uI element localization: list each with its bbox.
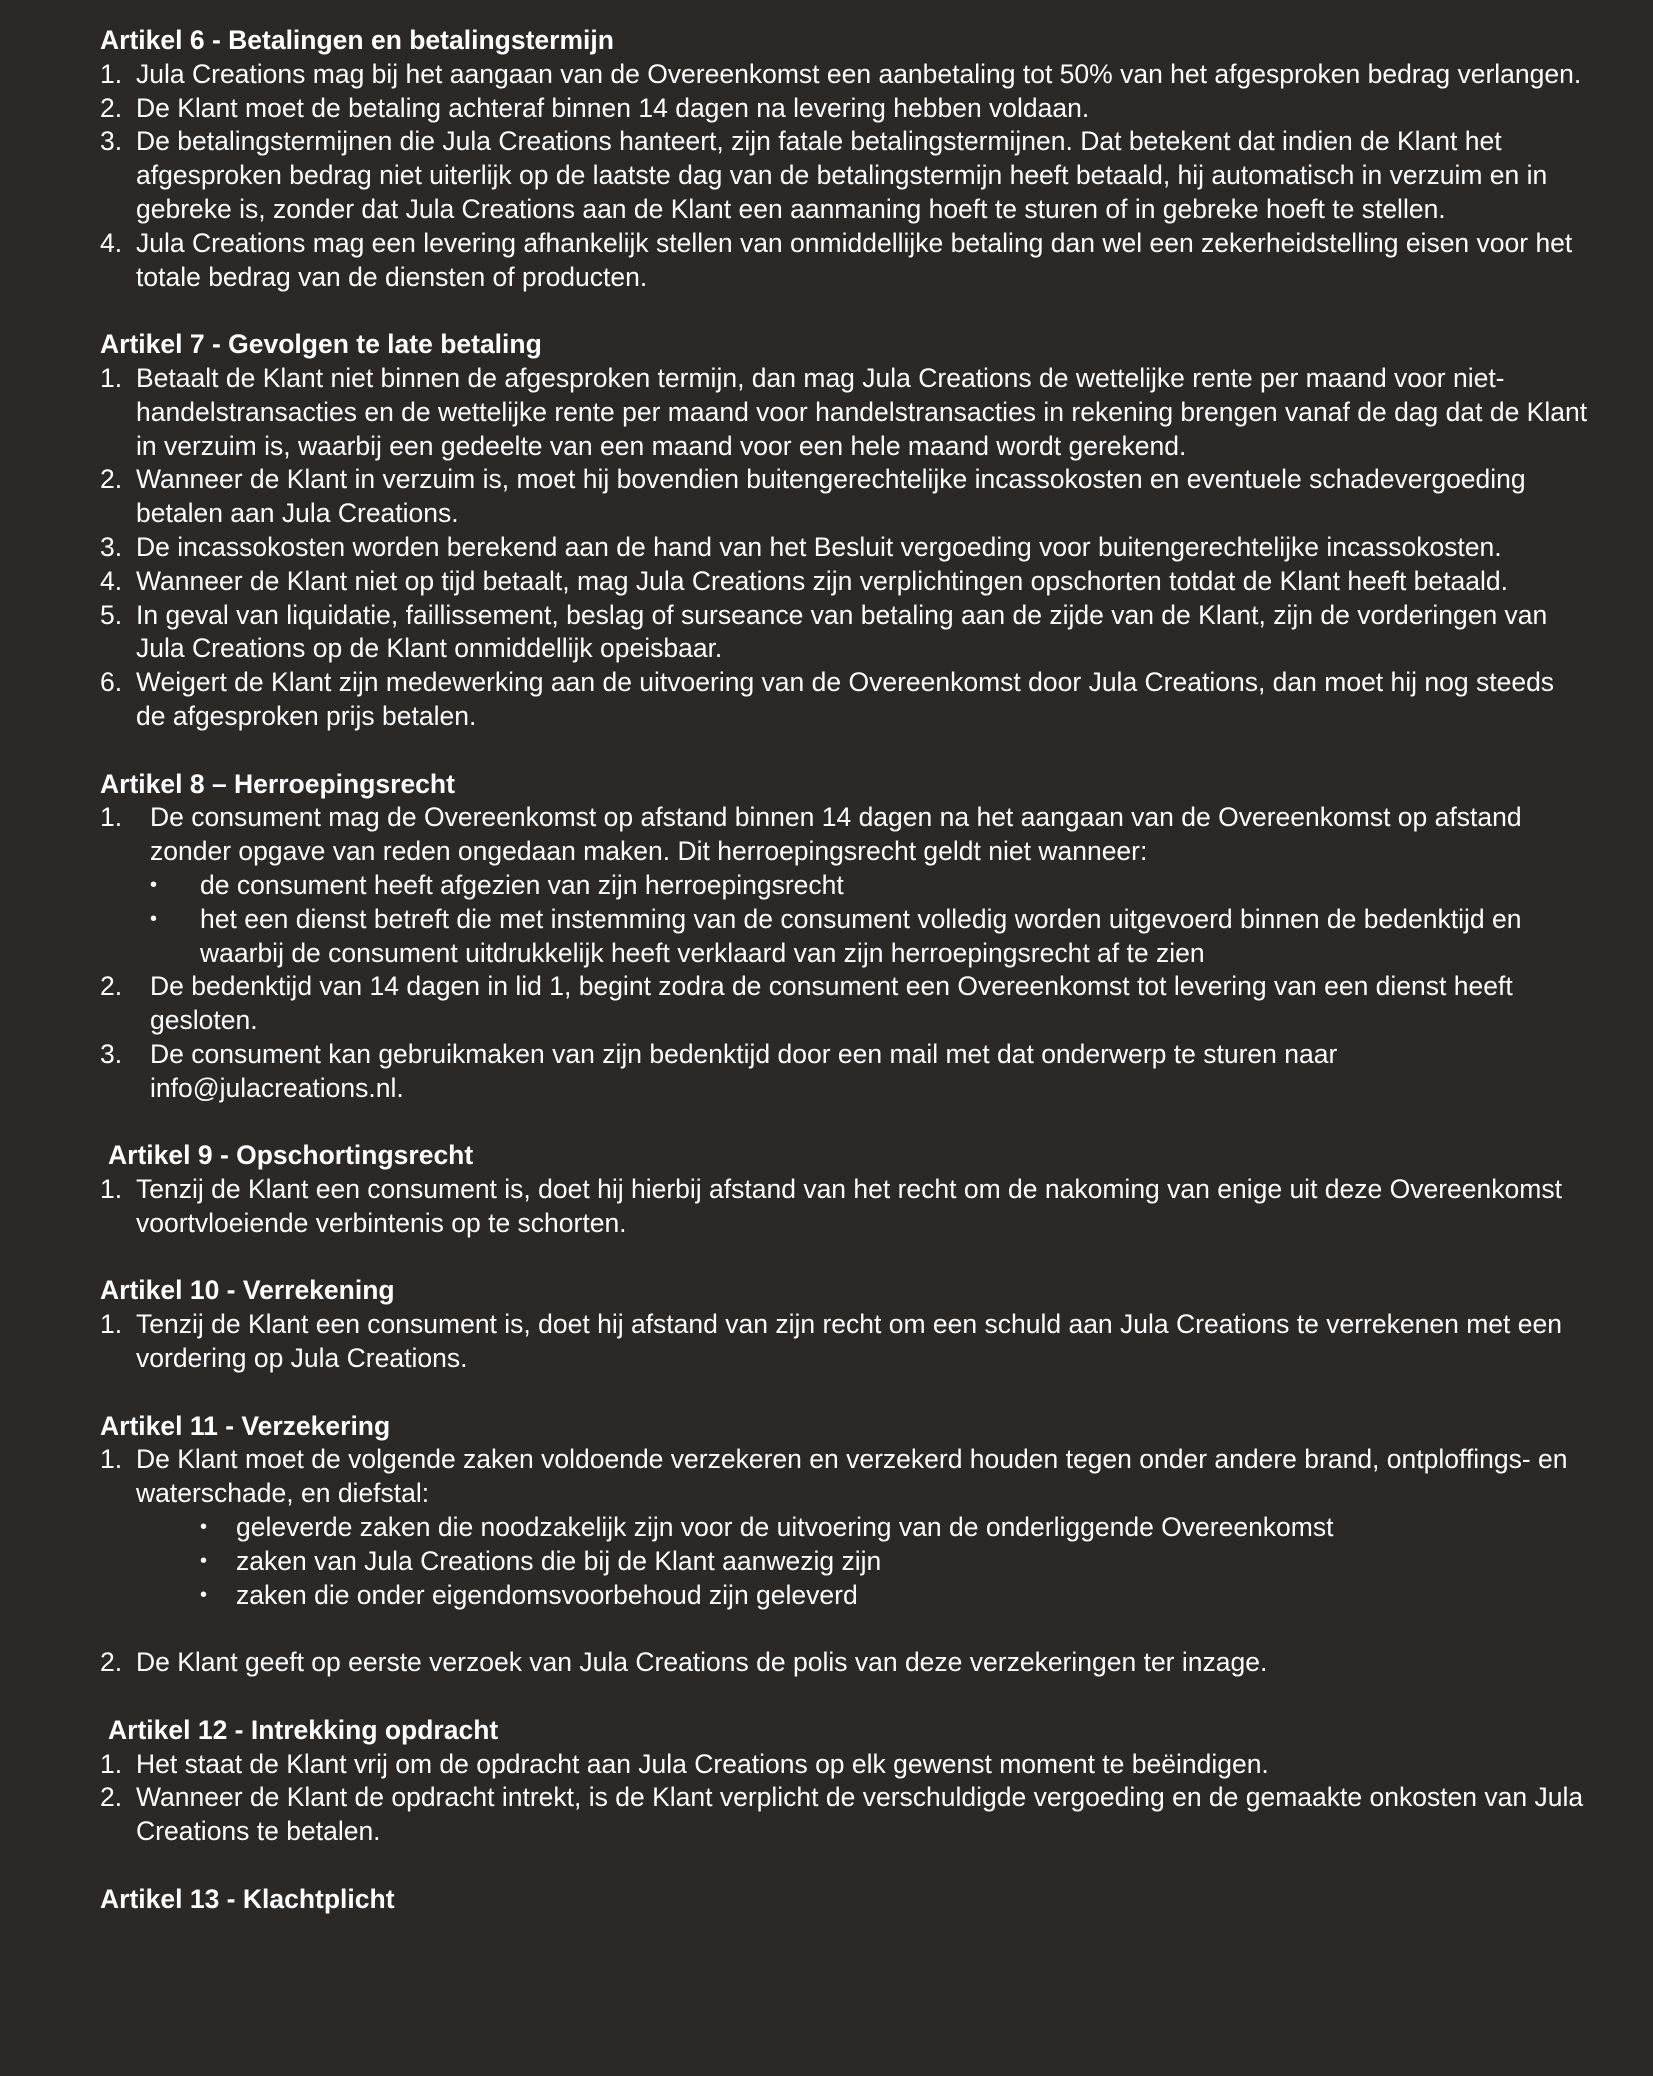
bullet-item xyxy=(150,869,1590,903)
list-item xyxy=(100,1308,1590,1376)
item-text: De Klant geeft op eerste verzoek van Jula Creations de polis van deze verzekeringen ter inzage. xyxy=(136,1647,1268,1678)
item-text: De incassokosten worden berekend aan de hand van het Besluit vergoeding voor buitengerechtelijke incassokosten. xyxy=(136,531,1502,562)
article-heading: Artikel 12 - Intrekking opdracht xyxy=(108,1714,499,1745)
item-text: Weigert de Klant zijn medewerking aan de uitvoering van de Overeenkomst door Jula Creations, dan moet hij nog steeds de afgesproken prijs betalen. xyxy=(136,667,1555,731)
bullet-item xyxy=(136,1545,1590,1579)
article-heading: Artikel 9 - Opschortingsrecht xyxy=(108,1140,474,1171)
list-item xyxy=(100,125,1590,226)
list-item xyxy=(100,1038,1590,1106)
article-heading: Artikel 11 - Verzekering xyxy=(100,1410,391,1441)
list-item xyxy=(100,362,1590,463)
item-number: 4. xyxy=(100,227,123,258)
list-item xyxy=(100,58,1590,92)
bullet-item xyxy=(150,903,1590,971)
item-text: Tenzij de Klant een consument is, doet hij hierbij afstand van het recht om de nakoming van enige uit deze Overeenkomst voortvloeiende verbintenis op te schorten. xyxy=(136,1174,1562,1238)
item-number: 1. xyxy=(100,1748,123,1779)
item-text: Tenzij de Klant een consument is, doet hij afstand van zijn recht om een schuld aan Jula Creations te verrekenen met een vordering op Jula Creations. xyxy=(136,1309,1562,1374)
item-number: 1. xyxy=(100,1444,123,1475)
list-item xyxy=(100,599,1590,667)
article-items xyxy=(100,58,1590,295)
bullet-text: de consument heeft afgezien van zijn herroepingsrecht xyxy=(200,869,844,900)
list-item xyxy=(100,92,1590,126)
article-13 xyxy=(100,1883,1590,1917)
item-number: 1. xyxy=(100,802,123,833)
item-text: De Klant moet de volgende zaken voldoende verzekeren en verzekerd houden tegen onder andere brand, ontploffings- en waterschade, en diefstal: xyxy=(136,1444,1568,1509)
bullet-item xyxy=(136,1511,1590,1545)
item-text: De consument mag de Overeenkomst op afstand binnen 14 dagen na het aangaan van de Overeenkomst op afstand zonder opgave van reden ongedaan maken. Dit herroepingsrecht geldt niet wanneer: xyxy=(150,802,1522,867)
article-8 xyxy=(100,768,1590,1106)
item-text: In geval van liquidatie, faillissement, beslag of surseance van betaling aan de zijde van de Klant, zijn de vorderingen van Jula Creations op de Klant onmiddellijk opeisbaar. xyxy=(136,599,1548,664)
bullet-list xyxy=(150,869,1590,970)
item-number: 3. xyxy=(100,1038,123,1069)
article-10 xyxy=(100,1274,1590,1375)
list-item xyxy=(100,1781,1590,1849)
bullet-icon: • xyxy=(150,907,158,930)
item-number: 2. xyxy=(100,92,123,123)
article-11 xyxy=(100,1410,1590,1680)
item-number: 2. xyxy=(100,971,123,1002)
bullet-item xyxy=(136,1579,1590,1613)
list-item xyxy=(100,666,1590,734)
item-number: 1. xyxy=(100,58,123,89)
list-item xyxy=(100,531,1590,565)
article-items xyxy=(100,801,1590,1105)
article-heading: Artikel 7 - Gevolgen te late betaling xyxy=(100,329,542,360)
item-number: 1. xyxy=(100,362,123,393)
item-number: 4. xyxy=(100,565,123,596)
list-item xyxy=(100,970,1590,1038)
bullet-icon: • xyxy=(150,873,158,896)
item-text: Het staat de Klant vrij om de opdracht aan Jula Creations op elk gewenst moment te beëindigen. xyxy=(136,1748,1269,1779)
bullet-icon: • xyxy=(200,1583,208,1606)
article-items xyxy=(100,1308,1590,1376)
bullet-text: het een dienst betreft die met instemming van de consument volledig worden uitgevoerd binnen de bedenktijd en waarbij de consument uitdrukkelijk heeft verklaard van zijn herroepingsrecht af te zien xyxy=(200,903,1522,968)
list-item xyxy=(100,565,1590,599)
article-items xyxy=(100,362,1590,734)
item-text: De betalingstermijnen die Jula Creations hanteert, zijn fatale betalingstermijnen. Dat betekent dat indien de Klant het afgesproken bedrag niet uiterlijk op de laatste dag van de betalingstermijn heeft betaald, hij automatisch in verzuim en in gebreke is, zonder dat Jula Creations aan de Klant een aanmaning hoeft te sturen of in gebreke hoeft te stellen. xyxy=(136,126,1548,224)
item-number: 1. xyxy=(100,1309,123,1340)
item-text: Betaalt de Klant niet binnen de afgesproken termijn, dan mag Jula Creations de wettelijke rente per maand voor niet-handelstransacties en de wettelijke rente per maand voor handelstransacties in rekening brengen vanaf de dag dat de Klant in verzuim is, waarbij een gedeelte van een maand voor een hele maand wordt gerekend. xyxy=(136,362,1588,461)
list-item xyxy=(100,463,1590,531)
item-number: 2. xyxy=(100,464,123,495)
list-item xyxy=(100,1646,1590,1680)
article-items xyxy=(100,1173,1590,1241)
article-12 xyxy=(100,1714,1590,1849)
item-number: 6. xyxy=(100,667,123,698)
article-7 xyxy=(100,328,1590,734)
article-heading: Artikel 8 – Herroepingsrecht xyxy=(100,768,455,799)
item-text: De bedenktijd van 14 dagen in lid 1, begint zodra de consument een Overeenkomst tot levering van een dienst heeft gesloten. xyxy=(150,971,1513,1036)
list-item xyxy=(100,227,1590,295)
bullet-text: zaken die onder eigendomsvoorbehoud zijn geleverd xyxy=(236,1579,858,1610)
article-heading: Artikel 10 - Verrekening xyxy=(100,1275,395,1306)
article-9 xyxy=(100,1139,1590,1240)
item-number: 3. xyxy=(100,531,123,562)
item-number: 2. xyxy=(100,1647,123,1678)
bullet-icon: • xyxy=(200,1516,208,1539)
bullet-list xyxy=(136,1511,1590,1612)
terms-document xyxy=(100,24,1590,1950)
item-number: 5. xyxy=(100,599,123,630)
article-heading: Artikel 6 - Betalingen en betalingstermijn xyxy=(100,25,614,55)
bullet-text: geleverde zaken die noodzakelijk zijn voor de uitvoering van de onderliggende Overeenkomst xyxy=(236,1512,1334,1543)
article-heading: Artikel 13 - Klachtplicht xyxy=(100,1883,395,1914)
article-items xyxy=(100,1443,1590,1680)
list-item xyxy=(100,1173,1590,1241)
item-text: Wanneer de Klant niet op tijd betaalt, mag Jula Creations zijn verplichtingen opschorten totdat de Klant heeft betaald. xyxy=(136,565,1508,596)
article-6 xyxy=(100,24,1590,294)
item-text: Wanneer de Klant de opdracht intrekt, is de Klant verplicht de verschuldigde vergoeding en de gemaakte onkosten van Jula Creations te betalen. xyxy=(136,1782,1584,1847)
item-number: 2. xyxy=(100,1782,123,1813)
item-text: Wanneer de Klant in verzuim is, moet hij bovendien buitengerechtelijke incassokosten en eventuele schadevergoeding betalen aan Jula Creations. xyxy=(136,464,1526,529)
bullet-text: zaken van Jula Creations die bij de Klant aanwezig zijn xyxy=(236,1545,882,1576)
item-text: Jula Creations mag bij het aangaan van de Overeenkomst een aanbetaling tot 50% van het afgesproken bedrag verlangen. xyxy=(136,58,1582,89)
bullet-icon: • xyxy=(200,1549,208,1572)
item-number: 1. xyxy=(100,1174,123,1205)
list-item xyxy=(100,1443,1590,1612)
list-item xyxy=(100,1748,1590,1782)
article-items xyxy=(100,1748,1590,1849)
item-text: De Klant moet de betaling achteraf binnen 14 dagen na levering hebben voldaan. xyxy=(136,92,1090,123)
item-text: De consument kan gebruikmaken van zijn bedenktijd door een mail met dat onderwerp te sturen naar info@julacreations.nl. xyxy=(150,1038,1338,1103)
list-item xyxy=(100,801,1590,970)
item-text: Jula Creations mag een levering afhankelijk stellen van onmiddellijke betaling dan wel een zekerheidstelling eisen voor het totale bedrag van de diensten of producten. xyxy=(136,227,1573,292)
item-number: 3. xyxy=(100,126,123,157)
